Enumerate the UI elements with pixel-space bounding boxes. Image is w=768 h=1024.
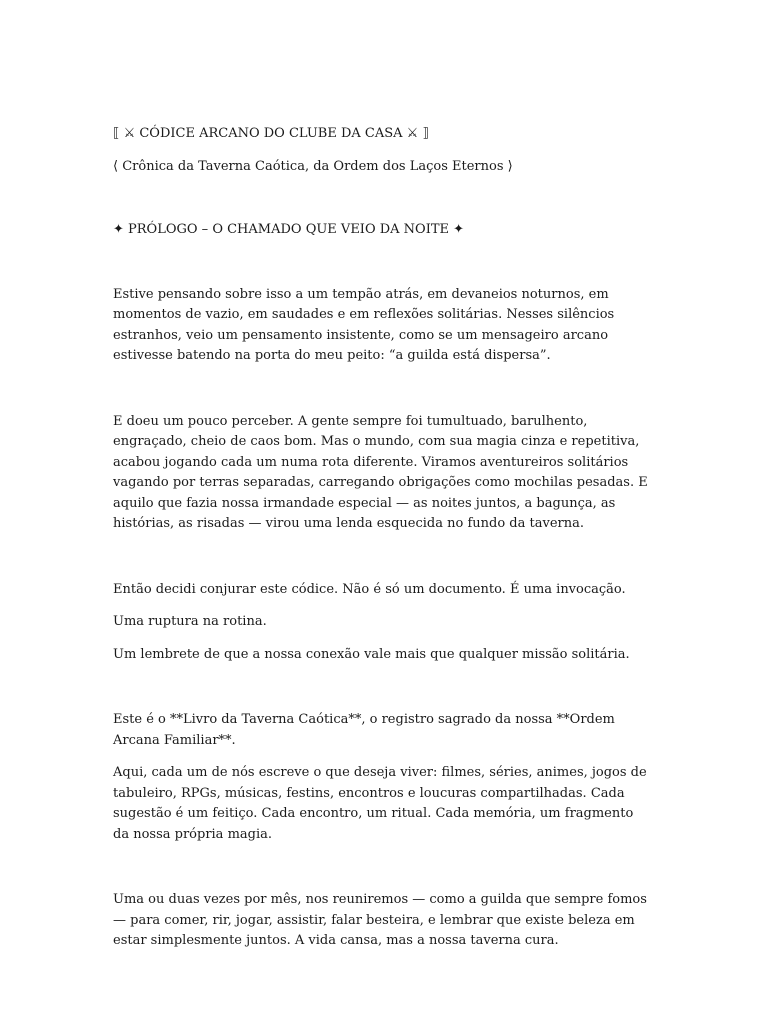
- document-body: [113, 124, 653, 964]
- paragraph-4: Uma ruptura na rotina.: [113, 614, 267, 629]
- paragraph-8: Uma ou duas vezes por mês, nos reuniremos — como a guilda que sempre fomos — para comer, rir, jogar, assistir, falar besteira, e lembrar que existe beleza em estar simplesmente juntos. A vida cansa, mas a nossa taverna cura.: [113, 892, 647, 948]
- paragraph-1: Estive pensando sobre isso a um tempão atrás, em devaneios noturnos, em momentos de vazio, em saudades e em reflexões solitárias. Nesses silêncios estranhos, veio um pensamento insistente, como se um mensageiro arcano estivesse batendo na porta do meu peito: “a guilda está dispersa”.: [113, 286, 615, 363]
- paragraph-3: Então decidi conjurar este códice. Não é só um documento. É uma invocação.: [113, 581, 626, 597]
- paragraph-2: E doeu um pouco perceber. A gente sempre foi tumultuado, barulhento, engraçado, cheio de caos bom. Mas o mundo, com sua magia cinza e repetitiva, acabou jogando cada um numa rota diferente. Viramos aventureiros solitários vagando por terras separadas, carregando obrigações como mochilas pesadas. E aquilo que fazia nossa irmandade especial — as noites juntos, a bagunça, as histórias, as risadas — virou uma lenda esquecida no fundo da taverna.: [113, 413, 648, 531]
- paragraph-5: Um lembrete de que a nossa conexão vale mais que qualquer missão solitária.: [113, 646, 630, 662]
- document-title: ⟦ ⚔ CÓDICE ARCANO DO CLUBE DA CASA ⚔ ⟧: [113, 126, 429, 141]
- section-heading: ✦ PRÓLOGO – O CHAMADO QUE VEIO DA NOITE ✦: [113, 222, 465, 237]
- document-subtitle: ⟨ Crônica da Taverna Caótica, da Ordem dos Laços Eternos ⟩: [113, 158, 513, 174]
- paragraph-7: Aqui, cada um de nós escreve o que deseja viver: filmes, séries, animes, jogos de tabuleiro, RPGs, músicas, festins, encontros e loucuras compartilhadas. Cada sugestão é um feitiço. Cada encontro, um ritual. Cada memória, um fragmento da nossa própria magia.: [113, 765, 647, 842]
- paragraph-6: Este é o **Livro da Taverna Caótica**, o registro sagrado da nossa **Ordem Arcana Familiar**.: [113, 712, 615, 748]
